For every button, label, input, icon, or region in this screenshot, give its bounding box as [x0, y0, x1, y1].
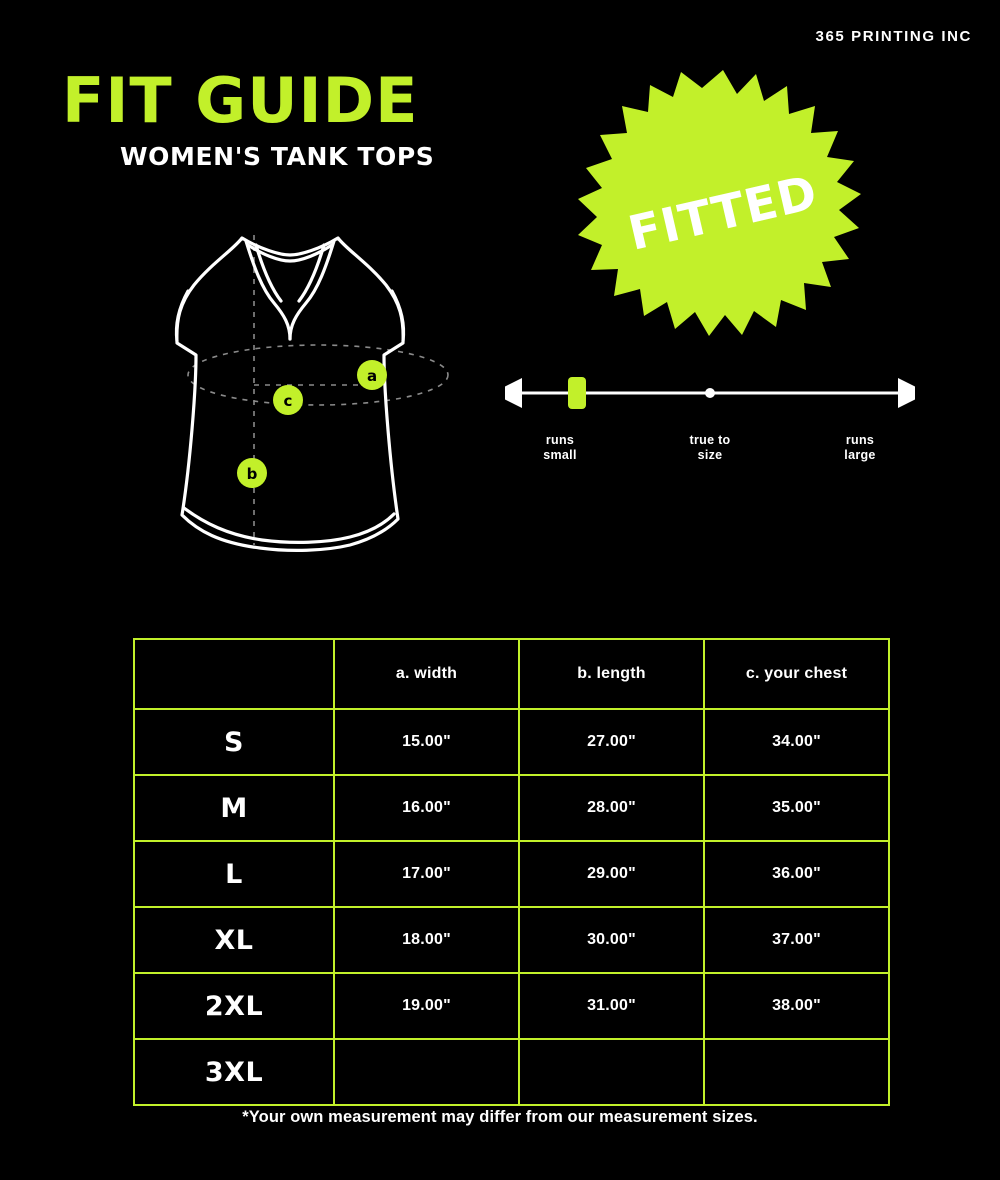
cell-length: 30.00"	[519, 907, 704, 973]
cell-length: 31.00"	[519, 973, 704, 1039]
page-subtitle: WOMEN'S TANK TOPS	[120, 142, 435, 171]
svg-text:c: c	[283, 392, 293, 410]
callout-a	[357, 360, 387, 390]
cell-width: 18.00"	[334, 907, 519, 973]
svg-text:a: a	[366, 367, 378, 385]
cell-size: S	[134, 709, 334, 775]
starburst-icon	[578, 70, 861, 336]
table-row	[134, 841, 889, 907]
cell-size: 3XL	[134, 1039, 334, 1105]
fitted-badge	[578, 68, 868, 358]
cell-length: 29.00"	[519, 841, 704, 907]
cell-chest: 38.00"	[704, 973, 889, 1039]
cell-chest: 36.00"	[704, 841, 889, 907]
header-cell-chest: c. your chest	[704, 639, 889, 709]
brand-label: 365 PRINTING INC	[815, 28, 972, 45]
scale-label-true-to-size: true to size	[689, 433, 731, 462]
table-header-row	[134, 639, 889, 709]
cell-length	[519, 1039, 704, 1105]
svg-text:b: b	[246, 465, 258, 483]
fit-scale	[505, 365, 915, 475]
table-row	[134, 973, 889, 1039]
scale-midpoint-dot	[705, 388, 715, 398]
callout-b	[237, 458, 267, 488]
cell-width: 16.00"	[334, 775, 519, 841]
cell-chest	[704, 1039, 889, 1105]
scale-marker	[568, 377, 586, 409]
scale-label-runs-large: runs large	[844, 433, 876, 462]
table-row	[134, 907, 889, 973]
cell-size: 2XL	[134, 973, 334, 1039]
fitted-badge-label: FITTED	[623, 164, 823, 262]
cell-chest: 37.00"	[704, 907, 889, 973]
table-row	[134, 709, 889, 775]
cell-chest: 35.00"	[704, 775, 889, 841]
cell-width: 19.00"	[334, 973, 519, 1039]
cell-width: 17.00"	[334, 841, 519, 907]
cell-size: XL	[134, 907, 334, 973]
cell-size: M	[134, 775, 334, 841]
header-cell-width: a. width	[334, 639, 519, 709]
cell-length: 27.00"	[519, 709, 704, 775]
scale-label-runs-small: runs small	[543, 433, 577, 462]
cell-chest: 34.00"	[704, 709, 889, 775]
size-chart-table	[133, 638, 890, 1106]
footnote: *Your own measurement may differ from our measurement sizes.	[242, 1108, 758, 1126]
cell-length: 28.00"	[519, 775, 704, 841]
table-row	[134, 1039, 889, 1105]
cell-size: L	[134, 841, 334, 907]
page-title: FIT GUIDE	[62, 64, 419, 137]
tank-top-illustration	[150, 215, 470, 605]
cell-width: 15.00"	[334, 709, 519, 775]
header-cell-length: b. length	[519, 639, 704, 709]
callout-c	[273, 385, 303, 415]
cell-width	[334, 1039, 519, 1105]
table-row	[134, 775, 889, 841]
header-cell-size	[134, 639, 334, 709]
